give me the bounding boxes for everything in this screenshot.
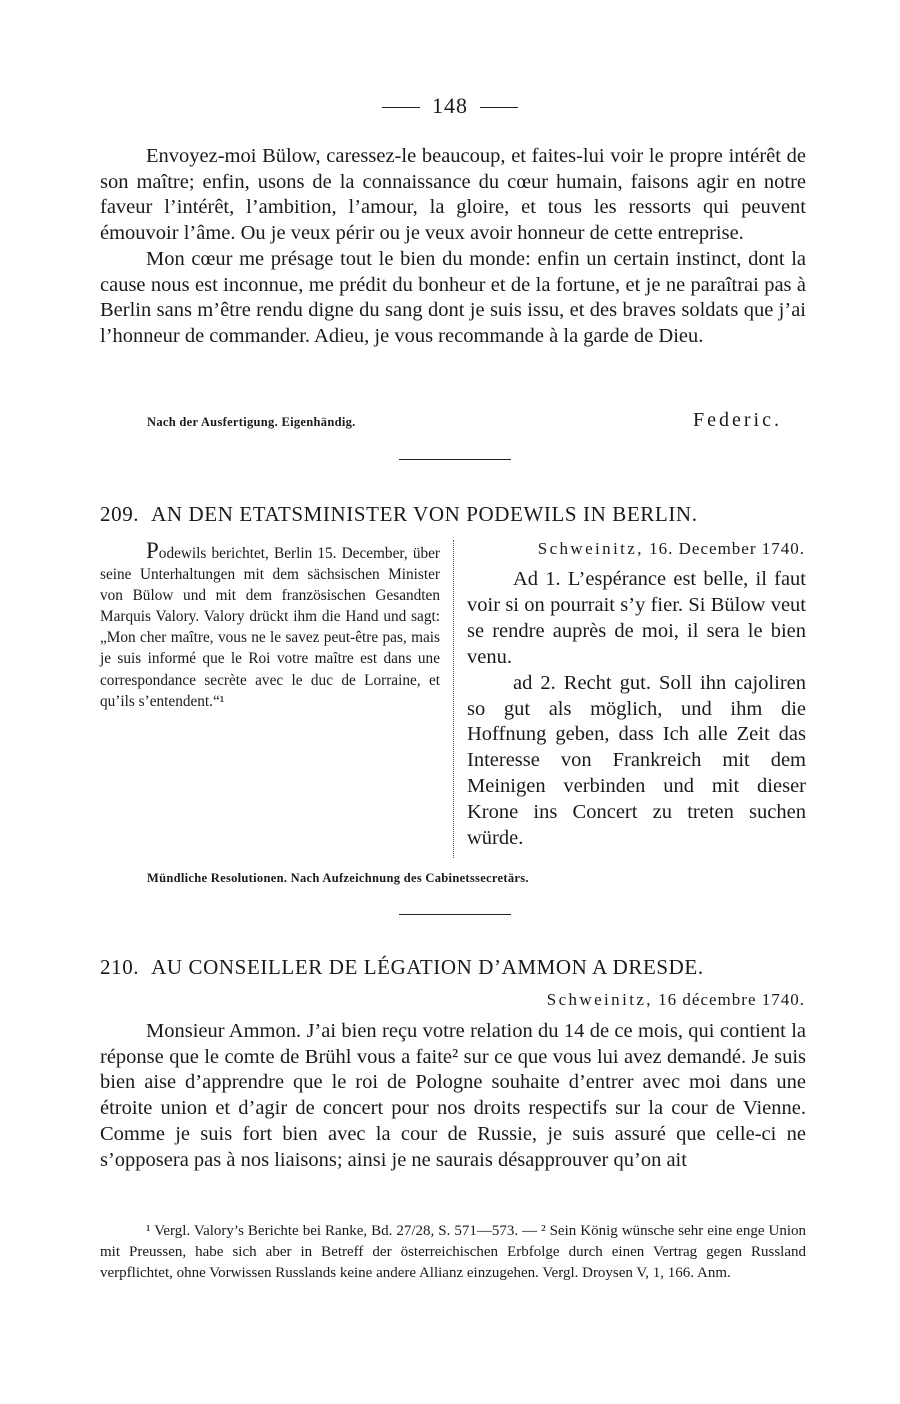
letter-209-dateline — [538, 539, 805, 559]
letter-209-source-note: Mündliche Resolutionen. Nach Aufzeichnung des Cabinetssecretärs. — [147, 871, 529, 885]
previous-letter-source-note: Nach der Ausfertigung. Eigenhändig. — [147, 415, 356, 429]
letter-209-number: 209. — [100, 502, 140, 526]
letter-210-title: AU CONSEILLER DE LÉGATION D’AMMON A DRESDE. — [151, 955, 704, 979]
section-rule-2 — [399, 914, 511, 915]
letter-210-date: 16 décembre 1740. — [658, 990, 805, 1009]
letter-210-heading — [100, 955, 806, 980]
summary-text: odewils berichtet, Berlin 15. December, über seine Unterhaltungen mit dem sächsischen Minister von Bülow und mit dem französischen Gesandten Marquis Valory. Valory drückt ihm die Hand und sagt: „Mon cher maître, vous ne le savez peut-être pas, mais je suis informé que le Roi votre maître est dans une correspondance secrète avec le duc de Lorraine, et qu’ils s’entendent.“¹ — [100, 545, 440, 710]
letter-209-heading — [100, 502, 806, 527]
signature: Federic. — [693, 409, 782, 431]
letter-210-body: Monsieur Ammon. J’ai bien reçu votre relation du 14 de ce mois, qui contient la réponse que le comte de Brühl vous a faite² sur ce que vous lui avez demandé. Je suis bien aise d’apprendre que le roi de Pologne souhaite d’entrer avec moi dans une étroite union et d’agir de concert pour nos droits respectifs sur la cour de Vienne. Comme je suis fort bien avec la cour de Russie, je suis assuré que celle-ci ne s’opposera pas à nos liaisons; ainsi je ne saurais désapprouver qu’on ait — [100, 1020, 806, 1171]
summary-initial: P — [146, 538, 159, 563]
section-rule — [399, 459, 511, 460]
resolution-paragraph-2: ad 2. Recht gut. Soll ihn cajoliren so gut als möglich, und ihm die Hoffnung geben, dass Ich alle Zeit das Interesse von Frankreich mit dem Meinigen verbinden und mit dieser Krone ins Concert zu treten suchen würde. — [467, 671, 806, 850]
head-dash-right — [480, 107, 518, 108]
page-number: 148 — [432, 93, 468, 118]
letter-209-title: AN DEN ETATSMINISTER VON PODEWILS IN BERLIN. — [151, 502, 698, 526]
letter-209-date: 16. December 1740. — [649, 539, 805, 558]
letter-210-place: Schweinitz, — [546, 990, 653, 1009]
letter-209-place: Schweinitz, — [537, 539, 644, 558]
head-dash-left — [382, 107, 420, 108]
running-head — [0, 93, 900, 119]
previous-letter-paragraph-2: Mon cœur me présage tout le bien du monde: enfin un certain instinct, dont la cause nous est inconnue, me prédit du bonheur et de la fortune, et je ne paraîtrai pas à Berlin sans m’être rendu digne du sang dont je suis issu, et des braves soldats que j’ai l’honneur de commander. Adieu, je vous recommande à la garde de Dieu. — [100, 247, 806, 347]
letter-209-resolution — [467, 567, 806, 852]
column-divider — [453, 540, 454, 858]
resolution-paragraph-1: Ad 1. L’espérance est belle, il faut voir si on pourrait s’y fier. Si Bülow veut se rendre auprès de moi, il sera le bien venu. — [467, 568, 806, 668]
previous-letter-text — [100, 144, 806, 350]
letter-209-summary — [100, 540, 440, 712]
letter-210-number: 210. — [100, 955, 140, 979]
previous-letter-paragraph-1: Envoyez-moi Bülow, caressez-le beaucoup, et faites-lui voir le propre intérêt de son maître; enfin, usons de la connaissance du cœur humain, faisons agir en notre faveur l’intérêt, l’ambition, l’amour, la gloire, et tous les ressorts qui peuvent émouvoir l’âme. Ou je veux périr ou je veux avoir honneur de cette entreprise. — [100, 145, 806, 245]
letter-210-text — [100, 1019, 806, 1173]
letter-210-dateline — [547, 990, 805, 1010]
footnotes-text: ¹ Vergl. Valory’s Berichte bei Ranke, Bd. 27/28, S. 571—573. — ² Sein König wünsche sehr eine enge Union mit Preussen, habe sich aber in Betreff der österreichischen Erbfolge durch einen Vertrag gegen Russland verpflichtet, ohne Vorwissen Russlands keine andere Allianz einzugehen. Vergl. Droysen V, 1, 166. Anm. — [100, 1223, 806, 1281]
footnotes — [100, 1221, 806, 1284]
